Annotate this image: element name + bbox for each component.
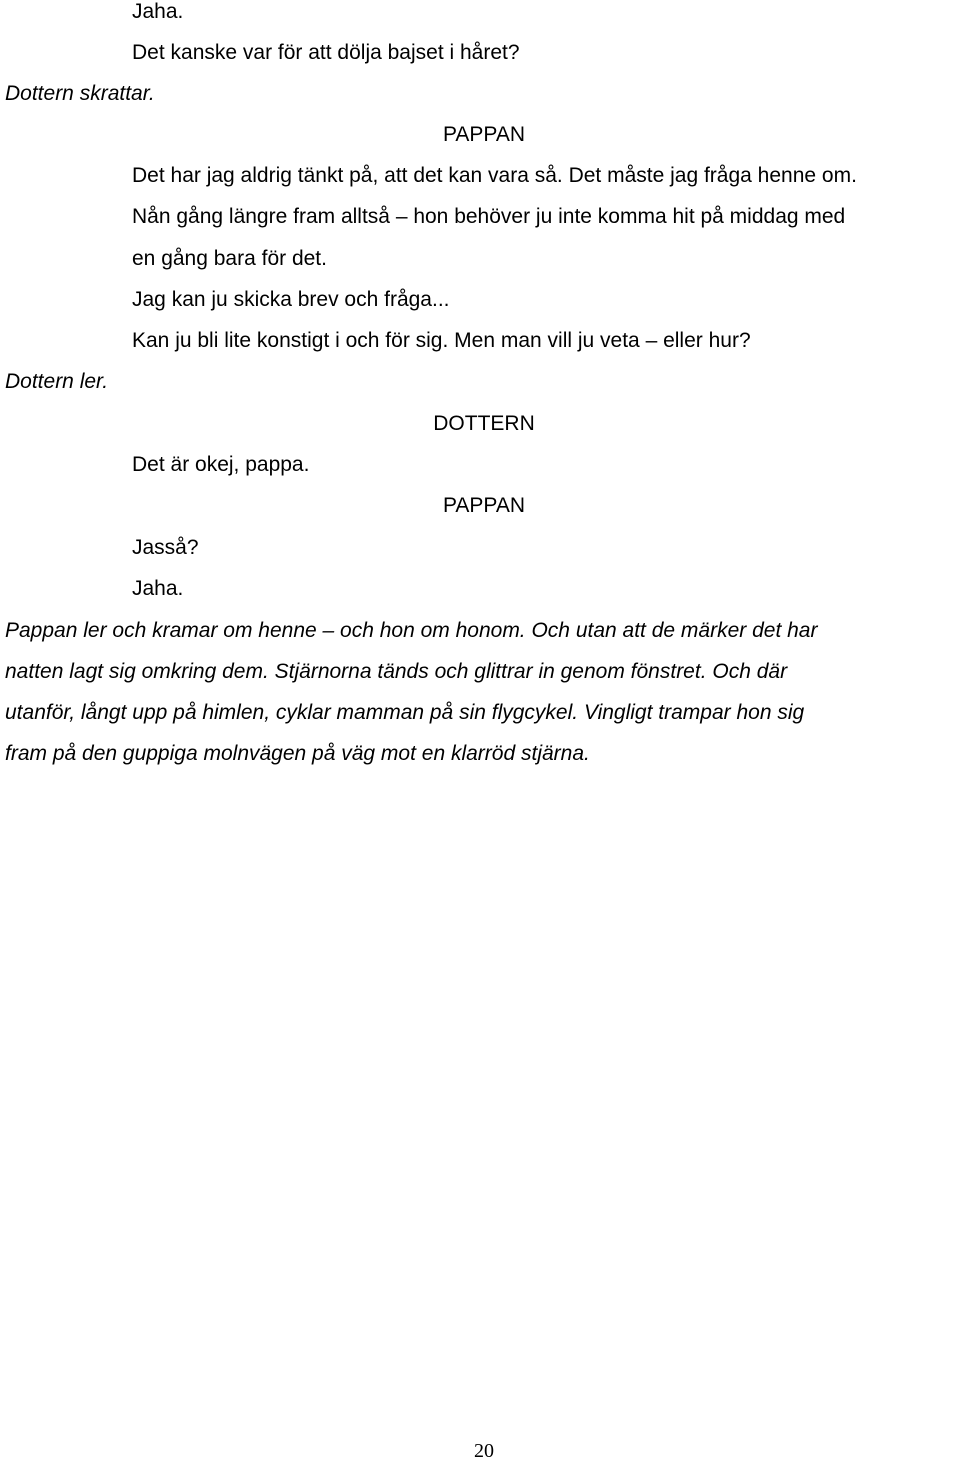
dialogue-line: en gång bara för det. [132, 247, 327, 270]
dialogue-line: Jaha. [132, 577, 184, 600]
action-line: Dottern ler. [5, 370, 109, 393]
dialogue-line: Jaha. [132, 0, 184, 23]
dialogue-line: Det har jag aldrig tänkt på, att det kan vara så. Det måste jag fråga henne om. [132, 164, 857, 187]
dialogue-line: Jag kan ju skicka brev och fråga... [132, 288, 450, 311]
dialogue-line: Nån gång längre fram alltså – hon behöver ju inte komma hit på middag med [132, 205, 846, 228]
character-name: PAPPAN [442, 123, 526, 146]
action-line: fram på den guppiga molnvägen på väg mot en klarröd stjärna. [5, 742, 590, 765]
action-line: Dottern skrattar. [5, 82, 155, 105]
character-name: DOTTERN [433, 412, 535, 435]
dialogue-line: Jasså? [132, 536, 199, 559]
action-line: utanför, långt upp på himlen, cyklar mamman på sin flygcykel. Vingligt trampar hon sig [5, 701, 805, 724]
page-number: 20 [474, 1440, 494, 1462]
action-line: natten lagt sig omkring dem. Stjärnorna tänds och glittrar in genom fönstret. Och där [5, 660, 788, 683]
action-line: Pappan ler och kramar om henne – och hon om honom. Och utan att de märker det har [5, 619, 818, 642]
dialogue-line: Kan ju bli lite konstigt i och för sig. Men man vill ju veta – eller hur? [132, 329, 751, 352]
character-name: PAPPAN [442, 494, 526, 517]
dialogue-line: Det är okej, pappa. [132, 453, 310, 476]
dialogue-line: Det kanske var för att dölja bajset i håret? [132, 41, 520, 64]
